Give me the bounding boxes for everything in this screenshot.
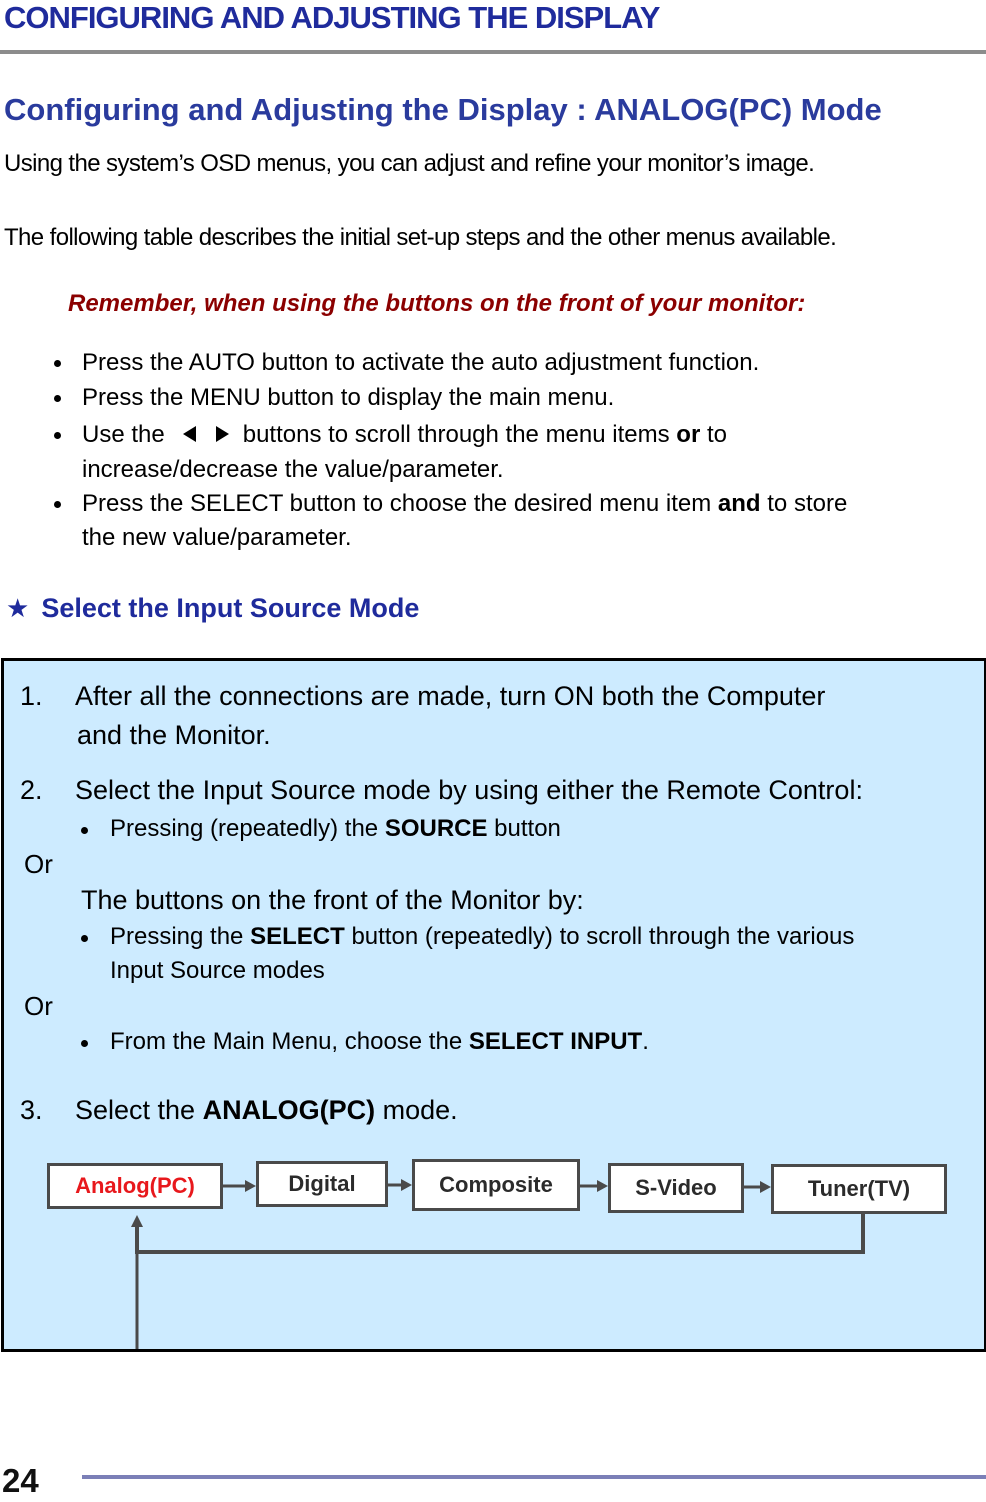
page-header-title: CONFIGURING AND ADJUSTING THE DISPLAY <box>4 0 660 35</box>
step-2-front-text: The buttons on the front of the Monitor by: <box>81 885 584 915</box>
bullet-select-continued: the new value/parameter. <box>82 524 352 551</box>
intro-paragraph-1: Using the system’s OSD menus, you can adjust and refine your monitor’s image. <box>4 150 815 177</box>
star-icon: ★ <box>6 593 30 623</box>
step-2-number: 2. <box>20 775 43 805</box>
flow-arrow-head <box>245 1180 256 1192</box>
left-arrow-icon <box>183 426 196 442</box>
step-2-text: Select the Input Source mode by using either the Remote Control: <box>75 775 863 805</box>
intro-paragraph-2: The following table describes the initial set-up steps and the other menus available. <box>4 224 837 251</box>
step-2-remote-bullet: Pressing (repeatedly) the SOURCE button <box>110 815 561 842</box>
flow-tuner-tv: Tuner(TV) <box>771 1164 947 1214</box>
step-1-text: After all the connections are made, turn ON both the Computer <box>75 681 826 711</box>
flow-arrow-head <box>401 1179 412 1191</box>
flow-composite: Composite <box>412 1159 580 1211</box>
subheading <box>6 593 419 624</box>
step-1-number: 1. <box>20 681 43 711</box>
step-2-front-bullet: Pressing the SELECT button (repeatedly) to scroll through the various <box>110 923 855 950</box>
step-2-front-bullet-continued: Input Source modes <box>110 957 325 984</box>
flow-analog-pc: Analog(PC) <box>47 1163 223 1209</box>
flow-arrow-head <box>760 1181 771 1193</box>
flow-s-video: S-Video <box>608 1163 744 1213</box>
step-3-number: 3. <box>20 1095 43 1125</box>
header-divider <box>0 50 986 54</box>
bullet-dot <box>54 360 61 367</box>
or-separator-2: Or <box>24 991 53 1021</box>
section-title: Configuring and Adjusting the Display : ANALOG(PC) Mode <box>4 92 882 127</box>
flow-return-line <box>137 1214 863 1349</box>
bullet-dot <box>54 501 61 508</box>
flow-return-arrow-head <box>131 1215 143 1227</box>
subheading-label: Select the Input Source Mode <box>41 593 420 623</box>
or-separator-1: Or <box>24 849 53 879</box>
step-3-text: Select the ANALOG(PC) mode. <box>75 1095 458 1125</box>
flow-arrow-head <box>597 1180 608 1192</box>
flow-connectors <box>4 661 984 1349</box>
bullet-text: Press the AUTO button to activate the auto adjustment function. <box>82 349 760 376</box>
bullet-dot <box>54 395 61 402</box>
step-1-text-continued: and the Monitor. <box>77 720 271 750</box>
bullet-text: Press the SELECT button to choose the desired menu item and to store <box>82 490 848 517</box>
bullet-text: Press the MENU button to display the main menu. <box>82 384 615 411</box>
bullet-text: Use the buttons to scroll through the menu items or to <box>82 421 727 448</box>
input-source-panel <box>1 658 986 1352</box>
bullet-scroll-continued: increase/decrease the value/parameter. <box>82 456 504 483</box>
flow-return-path <box>137 1214 863 1252</box>
remember-note: Remember, when using the buttons on the front of your monitor: <box>68 290 806 317</box>
bullet-dot <box>54 432 61 439</box>
step-2-menu-bullet: From the Main Menu, choose the SELECT INPUT. <box>110 1028 649 1055</box>
right-arrow-icon <box>216 426 229 442</box>
page-number: 24 <box>2 1462 39 1499</box>
flow-digital: Digital <box>256 1161 388 1207</box>
footer-divider <box>82 1475 986 1479</box>
